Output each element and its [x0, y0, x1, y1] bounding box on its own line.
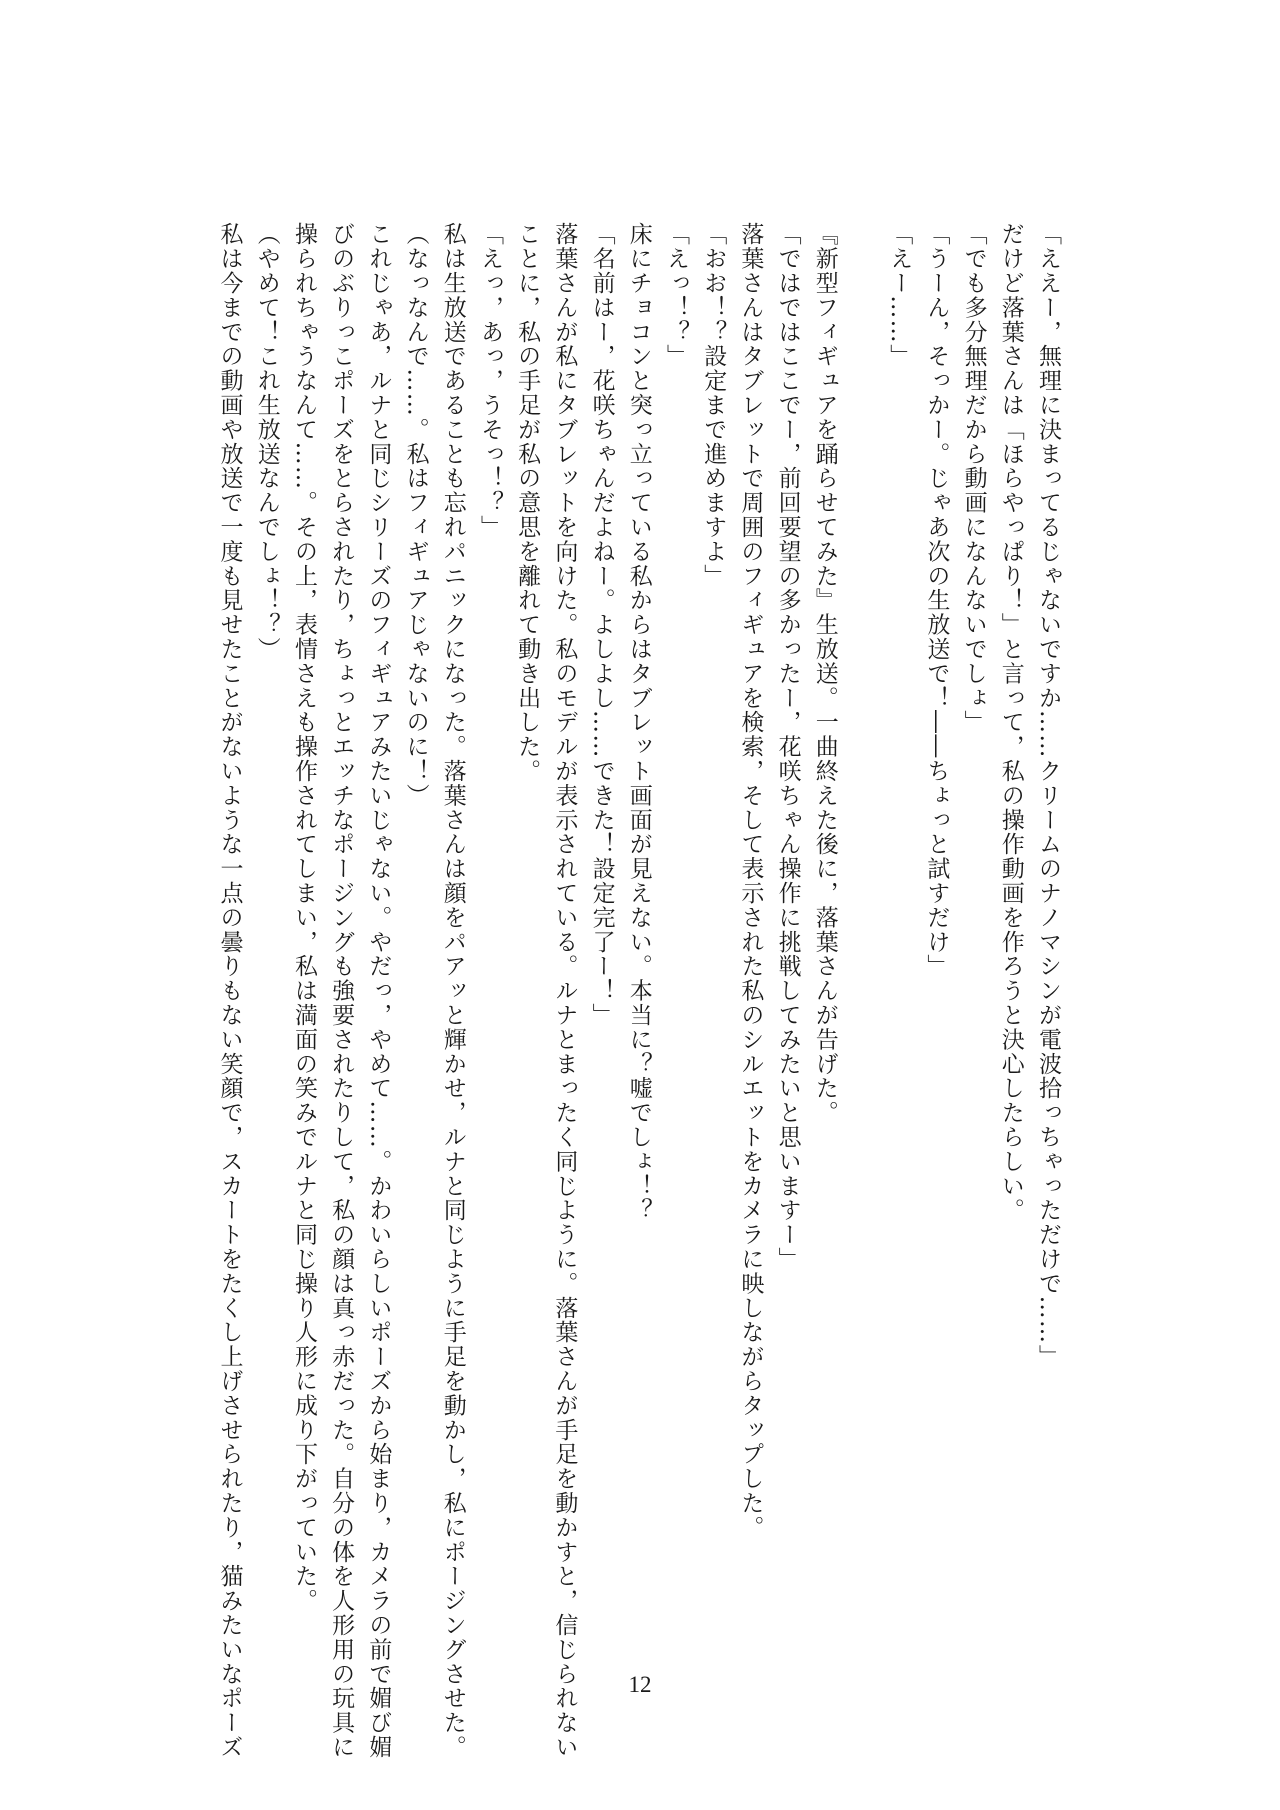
- text-line: 私は生放送であることも忘れパニックになった。落葉さんは顔をパアッと輝かせ，ルナと同じように手足を動かし，私にポージングさせた。: [439, 222, 466, 1760]
- text-line: 「うーん，そっかー。じゃあ次の生放送で！――ちょっと試すだけ」: [923, 222, 950, 979]
- blank-line: [843, 222, 880, 1622]
- text-line: 私は今までの動画や放送で一度も見せたことがないような一点の曇りもない笑顔で，スカートをたくし上げさせられたり，猫みたいなポーズ: [216, 222, 243, 1760]
- text-line: だけど落葉さんは「ほらやっぱり！」と言って，私の操作動画を作ろうと決心したらしい。: [997, 222, 1024, 1223]
- text-line: 「でも多分無理だから動画になんないでしょ」: [960, 222, 987, 735]
- text-line: 操られちゃうなんて……。その上，表情さえも操作されてしまい，私は満面の笑みでルナと同じ操り人形に成り下がっていた。: [290, 222, 317, 1613]
- text-line: （なっなんで……。私はフィギュアじゃないのに！）: [402, 222, 429, 808]
- text-line: 「名前はー，花咲ちゃんだよねー。よしよし……できた！設定完了ー！」: [588, 222, 615, 1028]
- text-line: 「えー……」: [886, 222, 913, 369]
- text-line: 「えっ！？」: [662, 222, 689, 369]
- text-line: びのぶりっこポーズをとらされたり，ちょっとエッチなポージングも強要されたりして，私の顔は真っ赤だった。自分の体を人形用の玩具に: [328, 222, 355, 1760]
- text-line: 「ではではここでー，前回要望の多かったー，花咲ちゃん操作に挑戦してみたいと思いますー」: [774, 222, 801, 1272]
- text-line: 「ええー，無理に決まってるじゃないですか……クリームのナノマシンが電波拾っちゃっただけで……」: [1035, 222, 1061, 1369]
- page-number: 12: [628, 1672, 652, 1697]
- text-line: これじゃあ，ルナと同じシリーズのフィギュアみたいじゃない。やだっ，やめて……。かわいらしいポーズから始まり，カメラの前で媚び媚: [365, 222, 392, 1760]
- text-line: （やめて！これ生放送なんでしょ！？）: [253, 222, 280, 662]
- text-line: 落葉さんが私にタブレットを向けた。私のモデルが表示されている。ルナとまったく同じように。落葉さんが手足を動かすと，信じられない: [551, 222, 578, 1760]
- text-line: ことに，私の手足が私の意思を離れて動き出した。: [514, 222, 541, 784]
- text-line: 『新型フィギュアを踊らせてみた』生放送。一曲終えた後に，落葉さんが告げた。: [811, 222, 838, 1125]
- text-line: 「えっ，あっ，うそっ！？」: [476, 222, 503, 540]
- text-line: 落葉さんはタブレットで周囲のフィギュアを検索，そして表示された私のシルエットをカメラに映しながらタップした。: [737, 222, 764, 1540]
- text-line: 床にチョコンと突っ立っている私からはタブレット画面が見えない。本当に？嘘でしょ！？: [625, 222, 652, 1223]
- text-line: 「おお！？設定まで進めますよ」: [700, 222, 727, 588]
